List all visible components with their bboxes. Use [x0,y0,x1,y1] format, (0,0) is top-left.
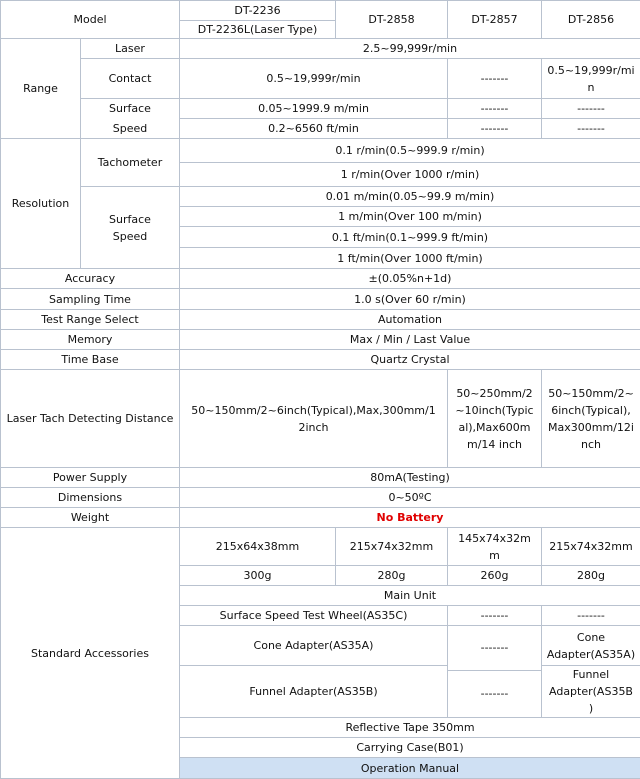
size-dt2856: 215x74x32mm [542,528,640,566]
power-label: Power Supply [1,468,180,488]
sampling-label: Sampling Time [1,289,180,310]
range-contact-dt2856: 0.5~19,999r/min [542,59,640,99]
resolution-surface-1: 0.01 m/min(0.05~99.9 m/min) [180,187,640,207]
range-laser-value: 2.5~99,999r/min [180,39,640,59]
test-range-label: Test Range Select [1,310,180,330]
wheel-value: Surface Speed Test Wheel(AS35C) [180,606,448,626]
range-surface-dt2856-2: ------- [542,119,640,139]
laser-distance-label: Laser Tach Detecting Distance [1,370,180,468]
weight-label: Weight [1,508,180,528]
weight-dt2858: 280g [336,566,448,586]
funnel-dt2856: Funnel Adapter(AS35B) [542,666,640,718]
model-dt2236l: DT-2236L(Laser Type) [180,21,336,39]
range-surface-m: 0.05~1999.9 m/min [180,99,448,119]
tape-value: Reflective Tape 350mm [180,718,640,738]
model-dt2236: DT-2236 [180,1,336,21]
resolution-surface-4: 1 ft/min(Over 1000 ft/min) [180,248,640,269]
resolution-tacho-1: 0.1 r/min(0.5~999.9 r/min) [180,139,640,163]
range-surface-label: Surface [81,99,180,119]
cone-value: Cone Adapter(AS35A) [180,626,448,666]
wheel-dt2857: ------- [448,606,542,626]
range-contact-dt2857: ------- [448,59,542,99]
accuracy-label: Accuracy [1,269,180,289]
test-range-value: Automation [180,310,640,330]
sampling-value: 1.0 s(Over 60 r/min) [180,289,640,310]
dimensions-label: Dimensions [1,488,180,508]
size-dt2858: 215x74x32mm [336,528,448,566]
model-label: Model [1,1,180,39]
cone-dt2856: Cone Adapter(AS35A) [542,626,640,666]
time-base-label: Time Base [1,350,180,370]
resolution-tacho-label: Tachometer [81,139,180,187]
laser-distance-main: 50~150mm/2~6inch(Typical),Max,300mm/12inch [180,370,448,468]
resolution-speed-label: Speed [83,228,177,245]
weight-value: No Battery [180,508,640,528]
cone-dt2857: ------- [448,626,542,671]
power-value: 80mA(Testing) [180,468,640,488]
memory-label: Memory [1,330,180,350]
size-dt2236: 215x64x38mm [180,528,336,566]
range-contact-value: 0.5~19,999r/min [180,59,448,99]
range-contact-label: Contact [81,59,180,99]
resolution-surface-speed-label [81,187,180,269]
range-speed-label: Speed [81,119,180,139]
range-surface-dt2857-2: ------- [448,119,542,139]
funnel-value: Funnel Adapter(AS35B) [180,666,448,718]
model-dt2856: DT-2856 [542,1,640,39]
wheel-dt2856: ------- [542,606,640,626]
weight-dt2856: 280g [542,566,640,586]
memory-value: Max / Min / Last Value [180,330,640,350]
range-surface-dt2857-1: ------- [448,99,542,119]
manual-value: Operation Manual [180,758,640,779]
resolution-surface-3: 0.1 ft/min(0.1~999.9 ft/min) [180,227,640,248]
laser-distance-dt2857: 50~250mm/2~10inch(Typical),Max600mm/14 inch [448,370,542,468]
resolution-surface-label: Surface [83,211,177,228]
main-unit: Main Unit [180,586,640,606]
accuracy-value: ±(0.05%n+1d) [180,269,640,289]
dimensions-value: 0~50ºC [180,488,640,508]
size-dt2857: 145x74x32mm [448,528,542,566]
model-dt2857: DT-2857 [448,1,542,39]
laser-distance-dt2856: 50~150mm/2~6inch(Typical),Max300mm/12inch [542,370,640,468]
funnel-dt2857: ------- [448,670,542,717]
weight-dt2857: 260g [448,566,542,586]
range-surface-dt2856-1: ------- [542,99,640,119]
model-dt2858: DT-2858 [336,1,448,39]
resolution-label: Resolution [1,139,81,269]
time-base-value: Quartz Crystal [180,350,640,370]
range-laser-label: Laser [81,39,180,59]
range-label: Range [1,39,81,139]
range-surface-ft: 0.2~6560 ft/min [180,119,448,139]
resolution-tacho-2: 1 r/min(Over 1000 r/min) [180,163,640,187]
accessories-label: Standard Accessories [1,528,180,779]
case-value: Carrying Case(B01) [180,738,640,758]
weight-dt2236: 300g [180,566,336,586]
resolution-surface-2: 1 m/min(Over 100 m/min) [180,207,640,227]
